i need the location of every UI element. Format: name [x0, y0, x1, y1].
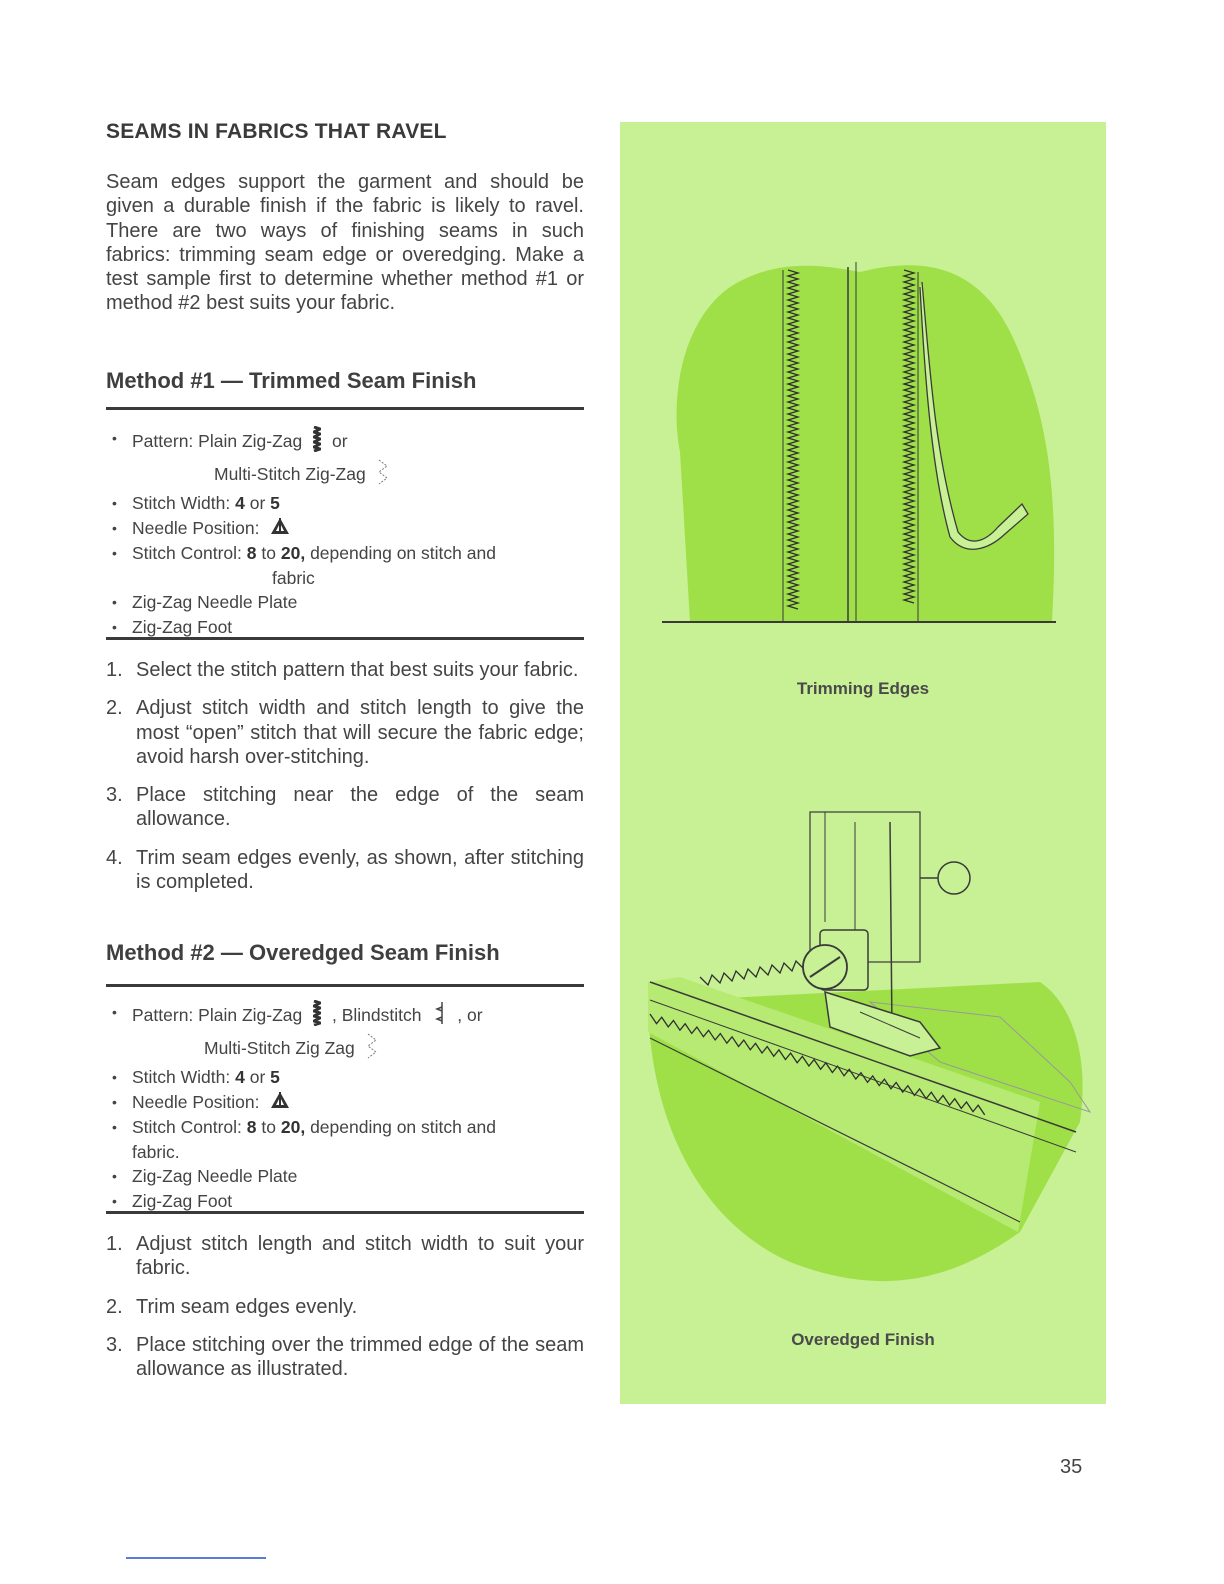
spec-pattern — [112, 426, 588, 491]
spec-pattern-plain-zigzag: Plain Zig-Zag — [198, 1004, 303, 1025]
step-number: 1. — [106, 1233, 123, 1255]
spec-control-to: to — [261, 1117, 276, 1138]
method-1-heading: Method #1 — Trimmed Seam Finish — [106, 368, 477, 393]
method-1-steps — [106, 658, 584, 908]
spec-width-label: Stitch Width: — [132, 493, 231, 513]
method-2-steps — [106, 1232, 584, 1395]
spec-control-rest: depending on stitch and — [310, 543, 496, 564]
step-text: Adjust stitch width and stitch length to give the most “open” stitch that will secure the fabric edge; avoid harsh over-stitching. — [136, 697, 584, 768]
spec-width-or: or — [249, 493, 266, 513]
step-text: Trim seam edges evenly, as shown, after stitching is completed. — [136, 846, 584, 894]
spec-pattern — [112, 1000, 588, 1065]
spec-width-or: or — [249, 1067, 266, 1087]
overedged-finish-illustration — [620, 802, 1106, 1362]
page-title: SEAMS IN FABRICS THAT RAVEL — [106, 120, 447, 143]
step-text: Adjust stitch length and stitch width to suit your fabric. — [136, 1233, 584, 1280]
step-item — [106, 1295, 584, 1319]
step-number: 4. — [106, 846, 123, 869]
spec-control-rest2: fabric — [272, 567, 315, 588]
step-text: Place stitching near the edge of the seam allowance. — [136, 784, 584, 831]
spec-control-a: 8 — [246, 543, 257, 564]
method-2-heading: Method #2 — Overedged Seam Finish — [106, 940, 500, 965]
step-item — [106, 783, 584, 832]
step-number: 1. — [106, 659, 123, 681]
intro-paragraph: Seam edges support the garment and should be given a durable finish if the fabric is likely to ravel. There are two ways of finishing seams in such fabrics: trimming seam edge or overedging. Make a test sample first to determine whether method #1 or method #2 best suits your fabric. — [106, 171, 584, 315]
step-number: 3. — [106, 1333, 123, 1356]
method-2-spec-list — [112, 1000, 588, 1213]
multi-stitch-zigzag-icon — [377, 459, 389, 492]
step-item — [106, 1333, 584, 1382]
spec-stitch-width — [112, 1065, 588, 1090]
footer-rule — [126, 1557, 266, 1559]
spec-control-label: Stitch Control: — [132, 1117, 242, 1138]
spec-pattern-multi-zigzag: Multi-Stitch Zig-Zag — [214, 463, 366, 484]
blindstitch-icon — [432, 1000, 446, 1033]
step-item — [106, 846, 584, 895]
spec-needle-label: Needle Position: — [132, 1091, 260, 1112]
spec-pattern-or: , or — [457, 1004, 483, 1025]
step-item — [106, 696, 584, 769]
step-number: 2. — [106, 1295, 123, 1318]
step-text: Select the stitch pattern that best suits your fabric. — [136, 659, 579, 681]
caption-overedged-finish: Overedged Finish — [791, 1330, 935, 1349]
spec-control-b: 20, — [280, 1117, 306, 1138]
step-number: 3. — [106, 784, 123, 807]
spec-foot: • Zig-Zag Foot — [112, 1189, 588, 1214]
step-number: 2. — [106, 697, 123, 720]
spec-pattern-label: Pattern: — [132, 1004, 194, 1025]
step-text: Place stitching over the trimmed edge of the seam allowance as illustrated. — [136, 1333, 584, 1381]
spec-width-b: 5 — [270, 493, 280, 513]
spec-stitch-control — [112, 1115, 588, 1164]
spec-control-label: Stitch Control: — [132, 543, 242, 564]
spec-foot: • Zig-Zag Foot — [112, 615, 588, 640]
spec-control-a: 8 — [246, 1117, 257, 1138]
spec-stitch-control — [112, 541, 588, 590]
trimming-edges-illustration — [620, 122, 1106, 642]
spec-control-b: 20, — [280, 543, 306, 564]
page-number: 35 — [1060, 1456, 1083, 1478]
spec-pattern-label: Pattern: — [132, 430, 194, 451]
spec-needle-label: Needle Position: — [132, 517, 260, 538]
spec-pattern-or: or — [332, 430, 348, 451]
step-item — [106, 658, 584, 682]
spec-stitch-width — [112, 491, 588, 516]
spec-needle-position — [112, 516, 588, 542]
multi-stitch-zigzag-icon — [366, 1033, 378, 1066]
spec-width-b: 5 — [270, 1067, 280, 1087]
spec-control-rest: depending on stitch and — [310, 1117, 496, 1138]
spec-pattern-blindstitch: , Blindstitch — [332, 1004, 422, 1025]
method-1-top-rule — [106, 407, 584, 410]
spec-needle-plate: • Zig-Zag Needle Plate — [112, 1164, 588, 1189]
spec-control-to: to — [261, 543, 276, 564]
method-2-bottom-rule — [106, 1211, 584, 1214]
spec-needle-plate: • Zig-Zag Needle Plate — [112, 590, 588, 615]
illustration-panel — [620, 122, 1106, 1404]
spec-needle-position — [112, 1090, 588, 1116]
method-2-top-rule — [106, 984, 584, 987]
spec-pattern-plain-zigzag: Plain Zig-Zag — [198, 430, 303, 451]
method-1-bottom-rule — [106, 637, 584, 640]
center-needle-position-icon — [270, 1091, 290, 1116]
caption-trimming-edges: Trimming Edges — [796, 679, 930, 698]
plain-zigzag-stitch-icon — [313, 426, 321, 459]
spec-pattern-multi-zigzag: Multi-Stitch Zig Zag — [204, 1037, 355, 1058]
center-needle-position-icon — [270, 517, 290, 542]
step-item — [106, 1232, 584, 1281]
method-1-spec-list — [112, 426, 588, 639]
spec-width-label: Stitch Width: — [132, 1067, 231, 1087]
spec-control-rest2: fabric. — [132, 1141, 180, 1162]
step-text: Trim seam edges evenly. — [136, 1295, 358, 1318]
spec-width-a: 4 — [235, 1067, 245, 1087]
spec-width-a: 4 — [235, 493, 245, 513]
plain-zigzag-stitch-icon — [313, 1000, 321, 1033]
